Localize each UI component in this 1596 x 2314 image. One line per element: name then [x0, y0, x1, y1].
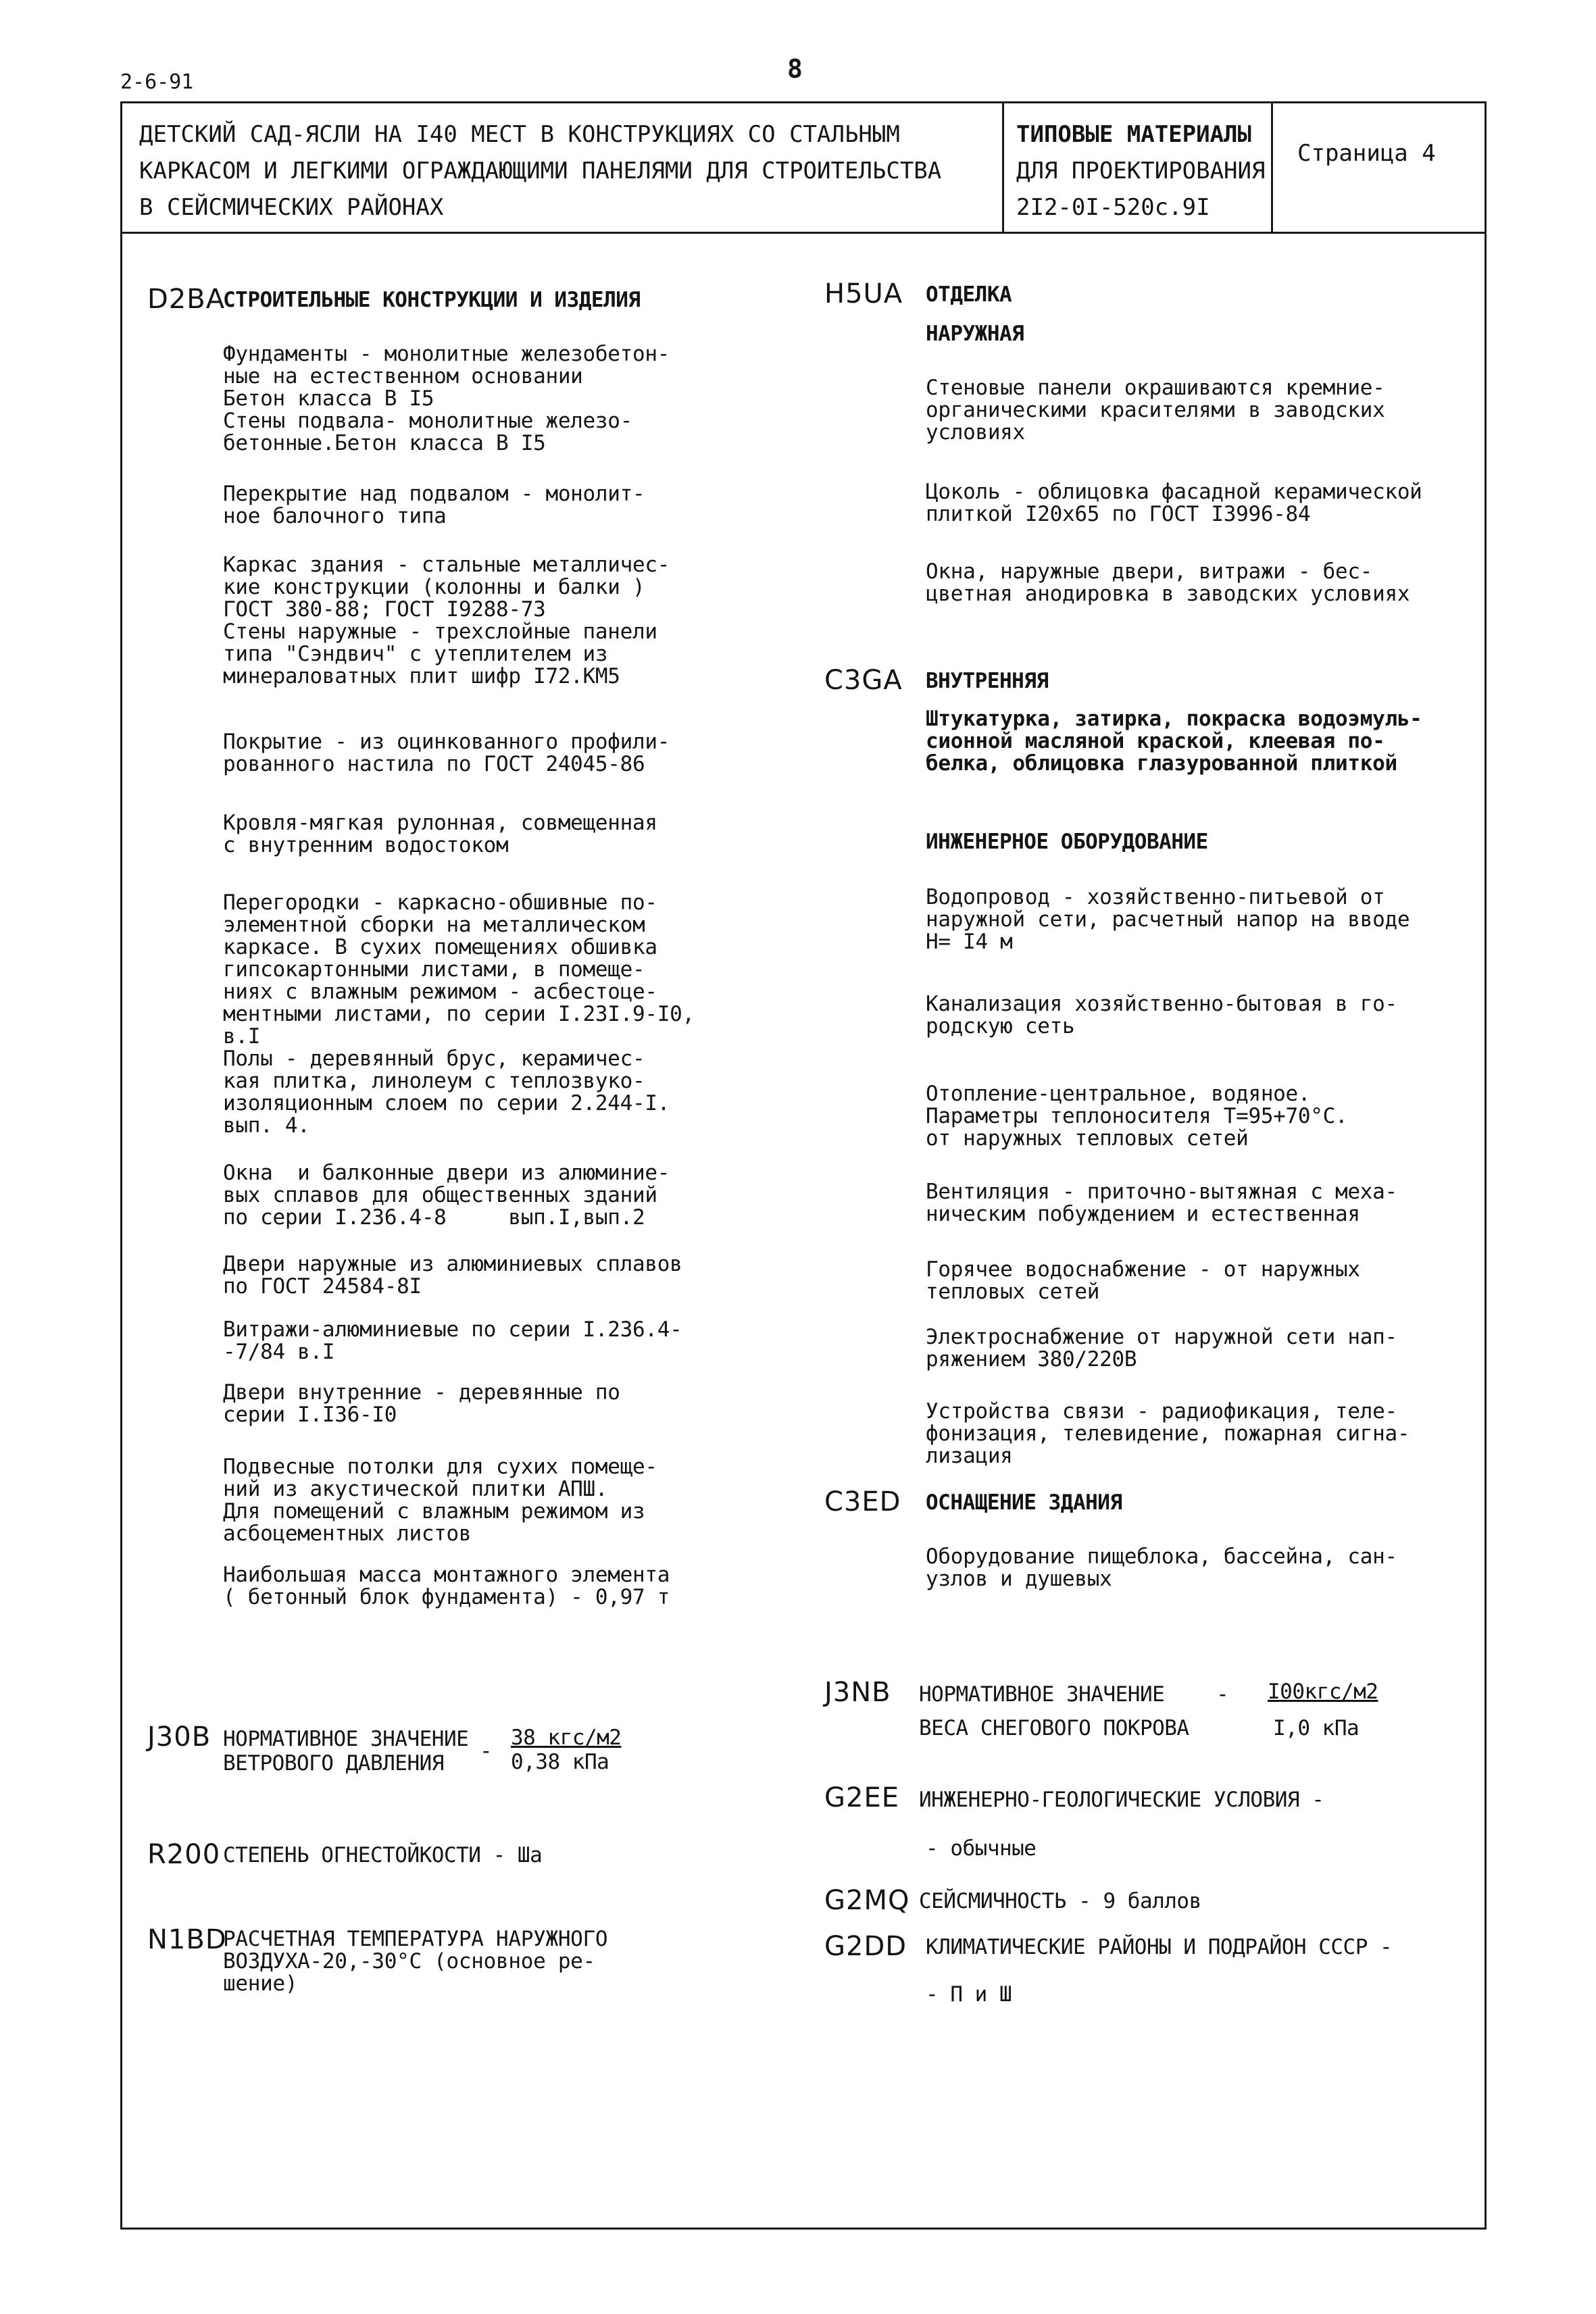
paragraph-power-supply: Электроснабжение от наружной сети нап- ряжением 380/220В [926, 1325, 1397, 1372]
project-title-line: В СЕЙСМИЧЕСКИХ РАЙОНАХ [139, 194, 444, 221]
paragraph-exterior-doors: Двери наружные из алюминиевых сплавов по ГОСТ 24584-8I [223, 1252, 682, 1299]
snow-value-kgs: I00кгс/м2 [1268, 1680, 1378, 1704]
series-line: ДЛЯ ПРОЕКТИРОВАНИЯ [1016, 157, 1266, 184]
section-heading: ОТДЕЛКА [926, 282, 1012, 307]
section-code: R200 [147, 1839, 221, 1870]
snow-value-kpa: I,0 кПа [1273, 1716, 1360, 1740]
section-heading: ВНУТРЕННЯЯ [926, 669, 1049, 693]
outdoor-temperature-text: РАСЧЕТНАЯ ТЕМПЕРАТУРА НАРУЖНОГО ВОЗДУХА-20,-30°С (основное ре- шение) [223, 1927, 608, 1996]
paragraph-stained-glass: Витражи-алюминиевые по серии I.236.4- -7/84 в.I [223, 1317, 682, 1364]
paragraph-equipment: Оборудование пищеблока, бассейна, сан- узлов и душевых [926, 1544, 1397, 1591]
wind-dash: - [480, 1739, 493, 1763]
section-heading: СТРОИТЕЛЬНЫЕ КОНСТРУКЦИИ И ИЗДЕЛИЯ [223, 288, 641, 312]
section-code: H5UA [824, 278, 903, 309]
section-code: N1BD [147, 1924, 227, 1955]
paragraph-interior-works: Штукатурка, затирка, покраска водоэмуль- сионной масляной краской, клеевая по- белка, облицовка глазурованной плиткой [926, 707, 1422, 776]
paragraph-frame-walls: Каркас здания - стальные металличес- кие конструкции (колонны и балки ) ГОСТ 380-88; ГОСТ I9288-73 Стены наружные - трехслойные панели типа "Сэндвич" с утеплителем из минераловатных плит шифр I72.КМ5 [223, 553, 670, 688]
section-code: D2BA [147, 284, 226, 315]
section-code: G2DD [824, 1931, 907, 1962]
snow-label-line: НОРМАТИВНОЕ ЗНАЧЕНИЕ [919, 1682, 1165, 1707]
series-number: 2I2-0I-520с.9I [1016, 194, 1210, 221]
subsection-heading: НАРУЖНАЯ [926, 322, 1024, 346]
section-code: J3NB [824, 1677, 891, 1708]
geology-label: ИНЖЕНЕРНО-ГЕОЛОГИЧЕСКИЕ УСЛОВИЯ - [919, 1788, 1324, 1812]
paragraph-roofing: Кровля-мягкая рулонная, совмещенная с внутренним водостоком [223, 811, 657, 857]
section-code: C3GA [824, 665, 903, 696]
wind-label-line: ВЕТРОВОГО ДАВЛЕНИЯ [223, 1751, 444, 1776]
geology-value: - обычные [926, 1836, 1037, 1861]
section-heading: ОСНАЩЕНИЕ ЗДАНИЯ [926, 1490, 1122, 1515]
paragraph-sewerage: Канализация хозяйственно-бытовая в го- родскую сеть [926, 992, 1397, 1038]
paragraph-water-supply: Водопровод - хозяйственно-питьевой от наружной сети, расчетный напор на вводе Н= I4 м [926, 885, 1410, 954]
project-title-line: ДЕТСКИЙ САД-ЯСЛИ НА I40 МЕСТ В КОНСТРУКЦИЯХ СО СТАЛЬНЫМ [139, 121, 900, 148]
snow-dash: - [1216, 1682, 1229, 1707]
project-title-line: КАРКАСОМ И ЛЕГКИМИ ОГРАЖДАЮЩИМИ ПАНЕЛЯМИ ДЛЯ СТРОИТЕЛЬСТВА [139, 157, 942, 184]
series-line: ТИПОВЫЕ МАТЕРИАЛЫ [1016, 121, 1251, 148]
section-heading: ИНЖЕНЕРНОЕ ОБОРУДОВАНИЕ [926, 830, 1208, 854]
paragraph-wall-panels: Стеновые панели окрашиваются кремние- органическими красителями в заводских условиях [926, 376, 1385, 445]
fire-resistance-text: СТЕПЕНЬ ОГНЕСТОЙКОСТИ - Ша [223, 1843, 543, 1867]
paragraph-windows: Окна и балконные двери из алюминие- вых сплавов для общественных зданий по серии I.236.4-8 вып.I,вып.2 [223, 1161, 670, 1230]
paragraph-roof-deck: Покрытие - из оцинкованного профили- рованного настила по ГОСТ 24045-86 [223, 730, 670, 776]
project-title-cell [120, 101, 1004, 232]
paragraph-partitions-floors: Перегородки - каркасно-обшивные по- элементной сборки на металлическом каркасе. В сухих помещениях обшивка гипсокартонными листами, в помеще- ниях с влажным режимом - асбестоце- ментными листами, по серии I.23I.9-I0, в.I Полы - деревянный брус, керамичес- кая плитка, линолеум с теплозвуко- изоляционным слоем по серии 2.244-I. вып. 4. [223, 890, 695, 1138]
climate-label: КЛИМАТИЧЕСКИЕ РАЙОНЫ И ПОДРАЙОН СССР - [926, 1935, 1393, 1959]
paragraph-communications: Устройства связи - радиофикация, теле- фонизация, телевидение, пожарная сигна- лизация [926, 1399, 1410, 1468]
paragraph-interior-doors: Двери внутренние - деревянные по серии I.I36-I0 [223, 1380, 620, 1427]
paragraph-plinth: Цоколь - облицовка фасадной керамической плиткой I20х65 по ГОСТ I3996-84 [926, 480, 1422, 526]
paragraph-heating: Отопление-центральное, водяное. Параметры теплоносителя Т=95+70°С. от наружных тепловых сетей [926, 1082, 1348, 1151]
wind-label-line: НОРМАТИВНОЕ ЗНАЧЕНИЕ [223, 1727, 469, 1751]
section-code: C3ED [824, 1486, 901, 1517]
page-number: 8 [787, 54, 803, 84]
title-block [120, 101, 1487, 234]
sheet-code: 2-6-91 [120, 70, 194, 94]
page-label: Страница 4 [1297, 140, 1436, 167]
page-label-cell [1273, 101, 1487, 232]
climate-value: - П и Ш [926, 1982, 1012, 2007]
seismicity-text: СЕЙСМИЧНОСТЬ - 9 баллов [919, 1889, 1201, 1913]
paragraph-hot-water: Горячее водоснабжение - от наружных тепловых сетей [926, 1257, 1360, 1304]
section-code: G2MQ [824, 1885, 910, 1916]
wind-value-kgs: 38 кгс/м2 [511, 1726, 622, 1750]
paragraph-ceilings: Подвесные потолки для сухих помеще- ний из акустической плитки АПШ. Для помещений с влажным режимом из асбоцементных листов [223, 1455, 657, 1546]
section-code: G2EE [824, 1782, 899, 1813]
section-code: J30B [147, 1721, 211, 1753]
wind-value-kpa: 0,38 кПа [511, 1750, 609, 1774]
paragraph-max-element-mass: Наибольшая масса монтажного элемента ( бетонный блок фундамента) - 0,97 т [223, 1563, 670, 1609]
snow-label-line: ВЕСА СНЕГОВОГО ПОКРОВА [919, 1716, 1189, 1740]
paragraph-foundations: Фундаменты - монолитные железобетон- ные на естественном основании Бетон класса В I5 Стены подвала- монолитные железо- бетонные.Бетон класса В I5 [223, 342, 670, 455]
paragraph-floor-slab: Перекрытие над подвалом - монолит- ное балочного типа [223, 482, 645, 528]
series-cell [1004, 101, 1273, 232]
paragraph-anodizing: Окна, наружные двери, витражи - бес- цветная анодировка в заводских условиях [926, 559, 1410, 606]
paragraph-ventilation: Вентиляция - приточно-вытяжная с меха- ническим побуждением и естественная [926, 1180, 1397, 1226]
